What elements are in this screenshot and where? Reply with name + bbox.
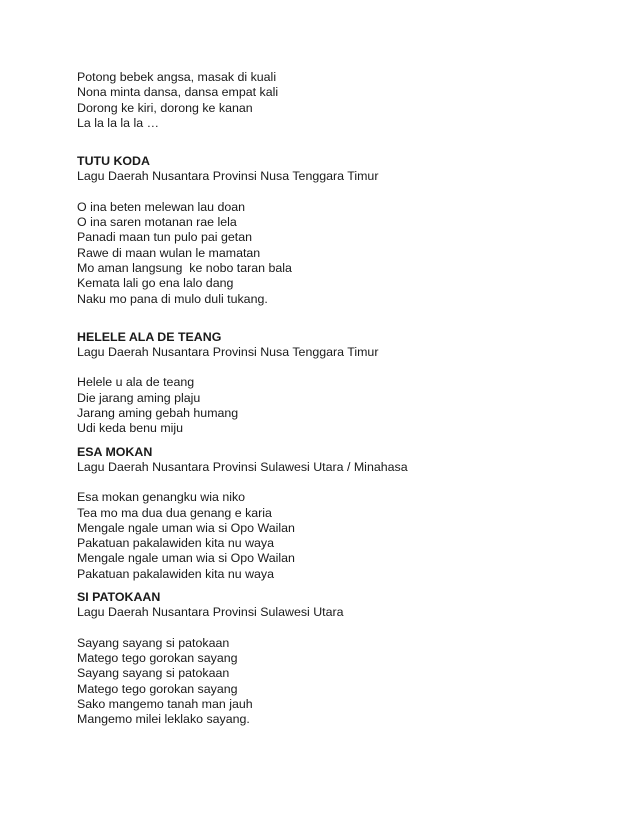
song-origin: Lagu Daerah Nusantara Provinsi Nusa Tenggara Timur	[77, 169, 379, 184]
lyric-line: Potong bebek angsa, masak di kuali	[77, 70, 277, 84]
song-origin: Lagu Daerah Nusantara Provinsi Nusa Tenggara Timur	[77, 345, 379, 360]
lyric-line: Dorong ke kiri, dorong ke kanan	[77, 100, 253, 115]
lyric-line: Matego tego gorokan sayang	[77, 650, 238, 665]
lyric-line: Matego tego gorokan sayang	[77, 681, 238, 696]
song-title: HELELE ALA DE TEANG	[77, 329, 222, 344]
lyric-line: Sako mangemo tanah man jauh	[77, 696, 253, 711]
intro-verse	[77, 70, 577, 131]
song-si-patokaan	[77, 590, 577, 727]
song-helele-ala-de-teang	[77, 330, 577, 437]
lyric-line: Pakatuan pakalawiden kita nu waya	[77, 536, 275, 551]
lyric-line: Mengale ngale uman wia si Opo Wailan	[77, 551, 295, 566]
lyric-line: Tea mo ma dua dua genang e karia	[77, 505, 272, 520]
lyric-line: O ina beten melewan lau doan	[77, 199, 246, 214]
lyric-line: Udi keda benu miju	[77, 421, 184, 436]
song-esa-mokan	[77, 445, 577, 582]
document-page	[77, 70, 577, 727]
lyric-line: Naku mo pana di mulo duli tukang.	[77, 291, 268, 306]
song-tutu-koda	[77, 154, 577, 307]
song-title: SI PATOKAAN	[77, 590, 161, 605]
song-title: TUTU KODA	[77, 154, 150, 169]
lyric-line: Kemata lali go ena lalo dang	[77, 276, 234, 291]
lyric-line: La la la la la …	[77, 115, 159, 130]
lyric-line: Sayang sayang si patokaan	[77, 635, 230, 650]
lyric-line: Die jarang aming plaju	[77, 390, 201, 405]
lyric-line: Mo aman langsung ke nobo taran bala	[77, 260, 292, 275]
lyric-line: Rawe di maan wulan le mamatan	[77, 245, 261, 260]
lyric-line: Mengale ngale uman wia si Opo Wailan	[77, 520, 295, 535]
song-origin: Lagu Daerah Nusantara Provinsi Sulawesi Utara / Minahasa	[77, 459, 408, 474]
lyric-line: Nona minta dansa, dansa empat kali	[77, 85, 279, 100]
lyric-line: Panadi maan tun pulo pai getan	[77, 230, 252, 245]
lyric-line: O ina saren motanan rae lela	[77, 215, 237, 230]
lyric-line: Jarang aming gebah humang	[77, 406, 239, 421]
lyric-line: Sayang sayang si patokaan	[77, 666, 230, 681]
lyric-line: Pakatuan pakalawiden kita nu waya	[77, 566, 275, 581]
song-origin: Lagu Daerah Nusantara Provinsi Sulawesi Utara	[77, 605, 344, 620]
lyric-line: Esa mokan genangku wia niko	[77, 490, 246, 505]
lyric-line: Mangemo milei leklako sayang.	[77, 712, 250, 727]
lyric-line: Helele u ala de teang	[77, 375, 195, 390]
song-title: ESA MOKAN	[77, 444, 153, 459]
